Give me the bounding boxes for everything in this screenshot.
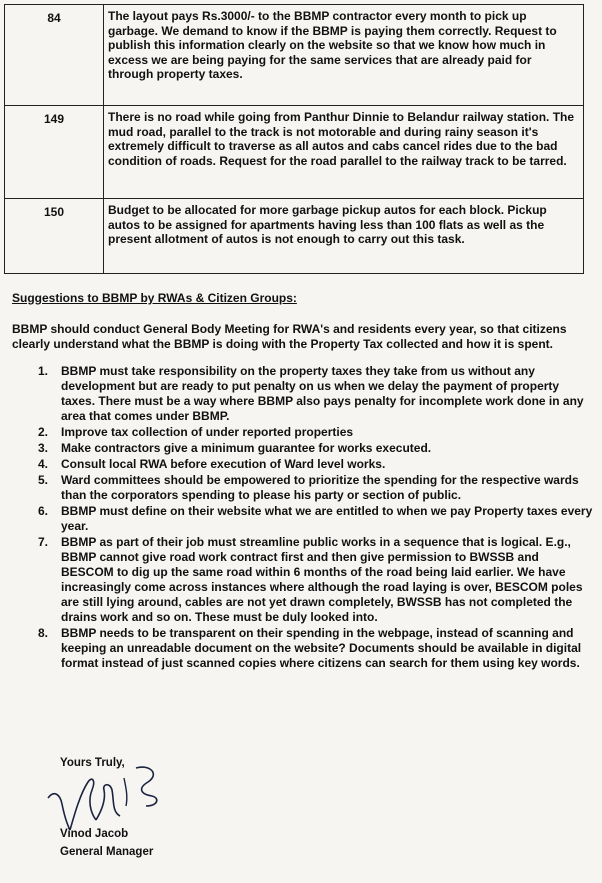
list-item xyxy=(0,425,600,440)
item-number: 6. xyxy=(38,504,49,518)
row-number: 84 xyxy=(5,5,104,106)
item-text: Consult local RWA before execution of Ward level works. xyxy=(61,457,386,471)
requests-table xyxy=(4,4,584,274)
item-number: 2. xyxy=(38,425,49,439)
item-number: 5. xyxy=(38,473,49,487)
item-text: BBMP needs to be transparent on their spending in the webpage, instead of scanning and keeping an unreadable document on the website? Documents should be available in digital format instead of just scanned copies where citizens can search for them using key words. xyxy=(61,626,582,670)
list-item xyxy=(0,535,600,625)
list-item xyxy=(0,441,600,456)
list-item xyxy=(0,473,600,503)
item-text: BBMP must take responsibility on the property taxes they take from us without any development but are ready to put penalty on us when we delay the payment of property taxes. There must be a way where BBMP also pays penalty for incomplete work done in any area that comes under BBMP. xyxy=(61,364,584,423)
item-number: 7. xyxy=(38,535,49,549)
list-item xyxy=(0,457,600,472)
list-item xyxy=(0,626,600,671)
item-number: 8. xyxy=(38,626,49,640)
section-intro: BBMP should conduct General Body Meeting for RWA's and residents every year, so that citizens clearly understand what the BBMP is doing with the Property Tax collected and how it is spent. xyxy=(12,322,567,351)
signatory-name: Vinod Jacob xyxy=(60,828,129,840)
item-number: 1. xyxy=(38,364,49,378)
section-heading: Suggestions to BBMP by RWAs & Citizen Groups: xyxy=(12,291,297,305)
table-row xyxy=(5,199,584,274)
row-number: 149 xyxy=(5,106,104,199)
suggestions-list xyxy=(0,364,600,672)
item-text: Improve tax collection of under reported properties xyxy=(61,425,354,439)
list-item xyxy=(0,504,600,534)
closing-salutation: Yours Truly, xyxy=(60,757,125,769)
row-number: 150 xyxy=(5,199,104,274)
row-text: Budget to be allocated for more garbage pickup autos for each block. Pickup autos to be assigned for apartments having less than 100 flats as well as the present allotment of autos is not enough to carry out this task. xyxy=(104,199,584,274)
table-row xyxy=(5,5,584,106)
row-text: The layout pays Rs.3000/- to the BBMP contractor every month to pick up garbage. We demand to know if the BBMP is paying them correctly. Request to publish this information clearly on the website so that we know how much in excess we are being paying for the same services that are already paid for through property taxes. xyxy=(104,5,584,106)
table-row xyxy=(5,106,584,199)
signatory-title: General Manager xyxy=(60,846,154,858)
item-text: Ward committees should be empowered to prioritize the spending for the respective wards than the corporators spending to please his party or section of public. xyxy=(61,473,579,502)
item-text: BBMP as part of their job must streamline public works in a sequence that is logical. E.g., BBMP cannot give road work contract first and then give permission to BWSSB and BESCOM to dig up the same road within 6 months of the road being laid earlier. We have increasingly come across instances where although the road laying is over, BESCOM poles are still lying around, cables are not yet drawn completely, BWSSB has not completed the drains work and so on. These must be duly looked into. xyxy=(61,535,583,624)
row-text: There is no road while going from Panthur Dinnie to Belandur railway station. The mud road, parallel to the track is not motorable and during rainy season it's extremely difficult to traverse as all autos and cabs cancel rides due to the bad condition of roads. Request for the road parallel to the railway track to be tarred. xyxy=(104,106,584,199)
item-number: 4. xyxy=(38,457,49,471)
item-number: 3. xyxy=(38,441,49,455)
list-item xyxy=(0,364,600,424)
item-text: BBMP must define on their website what we are entitled to when we pay Property taxes every year. xyxy=(61,504,593,533)
item-text: Make contractors give a minimum guarantee for works executed. xyxy=(61,441,432,455)
